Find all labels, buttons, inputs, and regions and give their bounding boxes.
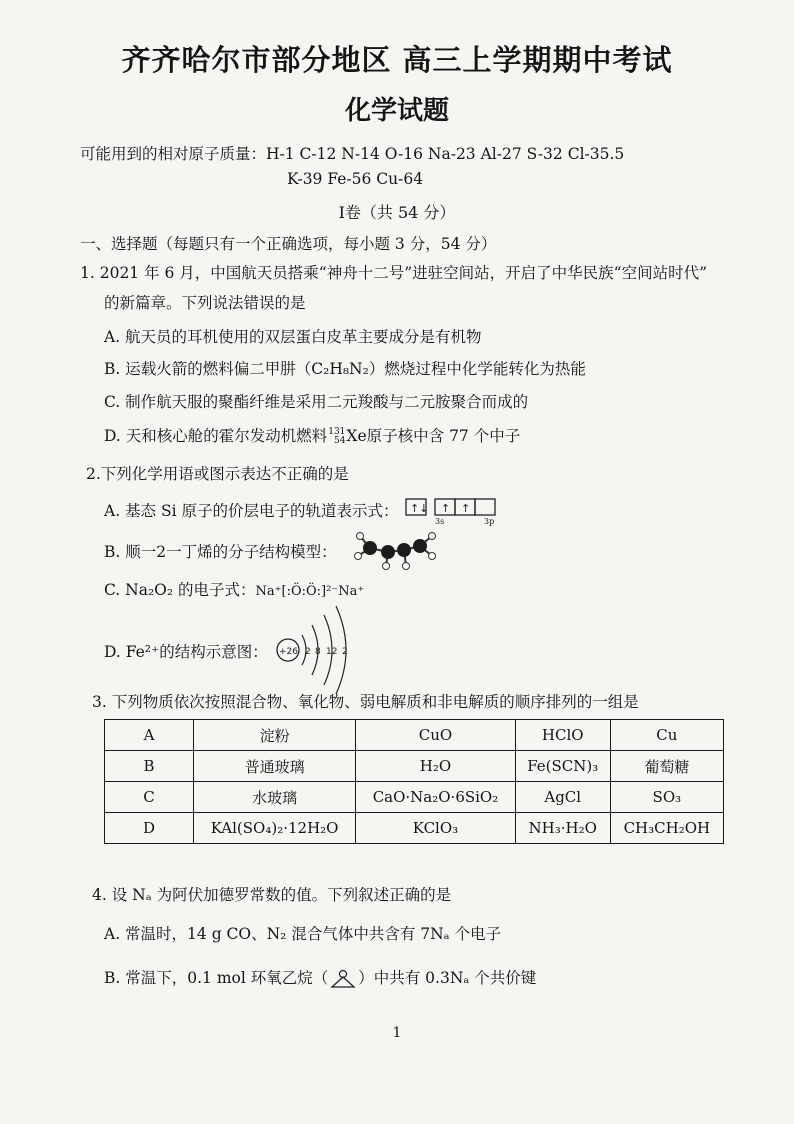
q2-option-d-text: D. Fe²⁺的结构示意图： <box>104 643 268 661</box>
xe-symbol: Xe <box>346 427 367 445</box>
na2o2-electron-formula: Na⁺[:Ö:Ö:]²⁻Na⁺ <box>255 584 365 599</box>
table-cell: CH₃CH₂OH <box>610 813 723 844</box>
q2-option-a <box>104 497 503 527</box>
q1-option-d-text: D. 天和核心舱的霍尔发动机燃料 <box>104 427 328 445</box>
q2-option-c <box>104 578 364 600</box>
table-cell: CaO·Na₂O·6SiO₂ <box>356 782 516 813</box>
q1-stem-line1: 1. 2021 年 6 月，中国航天员搭乘“神舟十二号”进驻空间站，开启了中华民族“空间站时代” <box>80 264 708 282</box>
q1-option-a: A. 航天员的耳机使用的双层蛋白皮革主要成分是有机物 <box>104 328 482 346</box>
page-number: 1 <box>392 1025 402 1041</box>
q4-option-b-text: B. 常温下，0.1 mol 环氧乙烷（ <box>104 969 329 987</box>
exam-subtitle: 化学试题 <box>344 96 449 126</box>
xe-mass-number: 131 <box>328 427 346 437</box>
q2-option-a-text: A. 基态 Si 原子的价层电子的轨道表示式： <box>104 502 399 520</box>
q4-option-b-tail: ）中共有 0.3Nₐ 个共价键 <box>358 969 537 987</box>
xe-atomic-number: 54 <box>333 436 346 446</box>
q3-options-table <box>104 719 724 844</box>
orbital-3p-label: 3p <box>484 517 495 526</box>
fe-ion-structure-icon <box>270 600 360 700</box>
table-cell: B <box>105 751 194 782</box>
table-cell: H₂O <box>356 751 516 782</box>
q3-stem: 3. 下列物质依次按照混合物、氧化物、弱电解质和非电解质的顺序排列的一组是 <box>92 693 639 711</box>
table-cell: KAl(SO₄)₂·12H₂O <box>194 813 356 844</box>
q2-stem: 2.下列化学用语或图示表达不正确的是 <box>86 465 349 483</box>
svg-text:↑: ↑ <box>461 502 471 515</box>
q1-option-b <box>104 357 586 379</box>
table-row <box>105 751 724 782</box>
svg-text:8: 8 <box>315 647 321 657</box>
atomic-masses-line1: 可能用到的相对原子质量：H-1 C-12 N-14 O-16 Na-23 Al-27 S-32 Cl-35.5 <box>80 145 625 163</box>
exam-title: 齐齐哈尔市部分地区 高三上学期期中考试 <box>121 43 673 77</box>
q1-stem-line2: 的新篇章。下列说法错误的是 <box>104 294 306 312</box>
table-row <box>105 782 724 813</box>
orbital-3s-label: 3s <box>435 517 445 526</box>
svg-text:↑↓: ↑↓ <box>410 502 429 515</box>
table-cell: 葡萄糖 <box>610 751 723 782</box>
q2-option-c-text: C. Na₂O₂ 的电子式： <box>104 581 256 599</box>
table-cell: D <box>105 813 194 844</box>
q2-option-b-text: B. 顺一2一丁烯的分子结构模型： <box>104 543 337 561</box>
table-cell: AgCl <box>515 782 610 813</box>
table-cell: HClO <box>515 720 610 751</box>
fe-nucleus-label: +26 <box>279 647 298 657</box>
q2-option-d <box>104 640 268 662</box>
butene-ball-model-icon <box>352 526 438 576</box>
table-cell: 淀粉 <box>194 720 356 751</box>
xe-isotope-numbers <box>328 428 345 446</box>
q4-option-a: A. 常温时，14 g CO、N₂ 混合气体中共含有 7Nₐ 个电子 <box>104 925 502 943</box>
ethylene-oxide-icon <box>328 968 358 990</box>
table-cell: KClO₃ <box>356 813 516 844</box>
table-cell: C <box>105 782 194 813</box>
q1-option-d <box>104 424 520 446</box>
table-cell: A <box>105 720 194 751</box>
q1-b-formula: ₂H₈N₂ <box>323 360 369 378</box>
table-cell: CuO <box>356 720 516 751</box>
svg-text:2: 2 <box>305 647 311 657</box>
q2-option-b <box>104 540 337 562</box>
q4-stem: 4. 设 Nₐ 为阿伏加德罗常数的值。下列叙述正确的是 <box>92 886 452 904</box>
table-cell: NH₃·H₂O <box>515 813 610 844</box>
table-cell: SO₃ <box>610 782 723 813</box>
table-cell: 普通玻璃 <box>194 751 356 782</box>
volume-heading: Ⅰ卷（共 54 分） <box>338 203 456 222</box>
table-row <box>105 720 724 751</box>
atomic-masses-line2: K-39 Fe-56 Cu-64 <box>287 170 424 188</box>
part1-heading: 一、选择题（每题只有一个正确选项，每小题 3 分，54 分） <box>80 235 497 253</box>
svg-text:↑: ↑ <box>441 502 451 515</box>
q1-option-b-text: B. 运载火箭的燃料偏二甲肼（C <box>104 360 324 378</box>
q1-option-d-tail: 原子核中含 77 个中子 <box>366 427 521 445</box>
q4-option-b <box>104 966 536 990</box>
svg-text:12: 12 <box>326 647 338 657</box>
table-cell: Cu <box>610 720 723 751</box>
table-cell: Fe(SCN)₃ <box>515 751 610 782</box>
table-cell: 水玻璃 <box>194 782 356 813</box>
q1-option-c: C. 制作航天服的聚酯纤维是采用二元羧酸与二元胺聚合而成的 <box>104 393 529 411</box>
q1-option-b-tail: ）燃烧过程中化学能转化为热能 <box>368 360 586 378</box>
table-row <box>105 813 724 844</box>
svg-text:2: 2 <box>342 647 348 657</box>
